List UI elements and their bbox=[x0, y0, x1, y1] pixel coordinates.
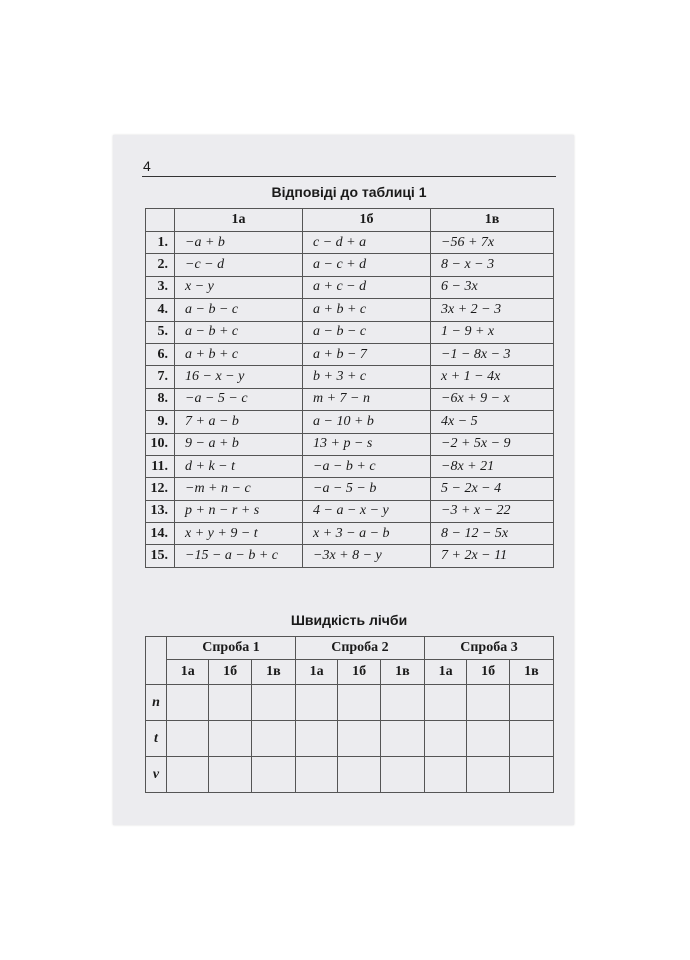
speed-empty-cell bbox=[380, 685, 424, 721]
cell-1b: a − c + d bbox=[303, 254, 431, 276]
cell-1a: 7 + a − b bbox=[175, 411, 303, 433]
table-row bbox=[146, 321, 554, 343]
cell-1v: −1 − 8x − 3 bbox=[431, 343, 554, 365]
answers-table bbox=[145, 208, 554, 568]
speed-empty-cell bbox=[424, 757, 466, 793]
cell-1a: −m + n − c bbox=[175, 478, 303, 500]
speed-variable: n bbox=[146, 685, 167, 721]
cell-1v: 8 − 12 − 5x bbox=[431, 523, 554, 545]
speed-empty-cell bbox=[251, 721, 295, 757]
speed-empty-cell bbox=[167, 721, 209, 757]
cell-1b: c − d + a bbox=[303, 232, 431, 254]
table-row bbox=[146, 232, 554, 254]
speed-subheader: 1а bbox=[167, 660, 209, 685]
speed-empty-cell bbox=[209, 685, 251, 721]
speed-empty-cell bbox=[295, 685, 337, 721]
speed-subheader: 1а bbox=[424, 660, 466, 685]
table-row bbox=[146, 523, 554, 545]
cell-1a: 16 − x − y bbox=[175, 366, 303, 388]
answers-header-num bbox=[146, 209, 175, 232]
speed-row bbox=[146, 721, 554, 757]
cell-1a: x − y bbox=[175, 276, 303, 298]
speed-subheader: 1в bbox=[509, 660, 553, 685]
table-row bbox=[146, 455, 554, 477]
speed-subheader: 1в bbox=[251, 660, 295, 685]
speed-empty-cell bbox=[209, 721, 251, 757]
cell-1b: a − b − c bbox=[303, 321, 431, 343]
cell-1v: 1 − 9 + x bbox=[431, 321, 554, 343]
row-number: 14. bbox=[146, 523, 175, 545]
cell-1a: −a − 5 − c bbox=[175, 388, 303, 410]
cell-1b: x + 3 − a − b bbox=[303, 523, 431, 545]
cell-1a: −a + b bbox=[175, 232, 303, 254]
cell-1a: −15 − a − b + c bbox=[175, 545, 303, 567]
table-row bbox=[146, 545, 554, 567]
header-rule bbox=[142, 176, 556, 177]
table-row bbox=[146, 411, 554, 433]
cell-1v: x + 1 − 4x bbox=[431, 366, 554, 388]
page-number: 4 bbox=[143, 158, 151, 174]
cell-1b: a + b − 7 bbox=[303, 343, 431, 365]
speed-attempt-3: Спроба 3 bbox=[424, 637, 553, 660]
row-number: 13. bbox=[146, 500, 175, 522]
table-row bbox=[146, 254, 554, 276]
cell-1a: −c − d bbox=[175, 254, 303, 276]
table-row bbox=[146, 478, 554, 500]
row-number: 10. bbox=[146, 433, 175, 455]
cell-1a: a + b + c bbox=[175, 343, 303, 365]
speed-empty-cell bbox=[467, 685, 509, 721]
speed-empty-cell bbox=[209, 757, 251, 793]
answers-header-1b: 1б bbox=[303, 209, 431, 232]
row-number: 5. bbox=[146, 321, 175, 343]
cell-1b: a − 10 + b bbox=[303, 411, 431, 433]
speed-empty-cell bbox=[424, 685, 466, 721]
cell-1v: 7 + 2x − 11 bbox=[431, 545, 554, 567]
cell-1v: 8 − x − 3 bbox=[431, 254, 554, 276]
speed-empty-cell bbox=[509, 685, 553, 721]
row-number: 2. bbox=[146, 254, 175, 276]
cell-1a: d + k − t bbox=[175, 455, 303, 477]
cell-1v: −6x + 9 − x bbox=[431, 388, 554, 410]
speed-empty-cell bbox=[338, 685, 380, 721]
speed-empty-cell bbox=[467, 757, 509, 793]
speed-empty-cell bbox=[167, 685, 209, 721]
speed-subheader: 1б bbox=[209, 660, 251, 685]
row-number: 15. bbox=[146, 545, 175, 567]
cell-1b: −a − 5 − b bbox=[303, 478, 431, 500]
speed-empty-cell bbox=[380, 757, 424, 793]
speed-variable: t bbox=[146, 721, 167, 757]
speed-table bbox=[145, 636, 554, 793]
row-number: 8. bbox=[146, 388, 175, 410]
cell-1a: a − b − c bbox=[175, 299, 303, 321]
speed-empty-cell bbox=[424, 721, 466, 757]
speed-attempt-2: Спроба 2 bbox=[295, 637, 424, 660]
speed-subheader: 1а bbox=[295, 660, 337, 685]
speed-empty-cell bbox=[509, 757, 553, 793]
speed-row bbox=[146, 757, 554, 793]
row-number: 3. bbox=[146, 276, 175, 298]
row-number: 4. bbox=[146, 299, 175, 321]
cell-1v: 4x − 5 bbox=[431, 411, 554, 433]
speed-empty-cell bbox=[295, 721, 337, 757]
table-row bbox=[146, 433, 554, 455]
speed-empty-cell bbox=[251, 685, 295, 721]
cell-1a: p + n − r + s bbox=[175, 500, 303, 522]
speed-empty-cell bbox=[338, 757, 380, 793]
speed-attempt-1: Спроба 1 bbox=[167, 637, 296, 660]
table-row bbox=[146, 388, 554, 410]
speed-subheader: 1б bbox=[467, 660, 509, 685]
cell-1b: m + 7 − n bbox=[303, 388, 431, 410]
answers-header-row bbox=[146, 209, 554, 232]
speed-variable: v bbox=[146, 757, 167, 793]
cell-1b: a + c − d bbox=[303, 276, 431, 298]
speed-corner-cell bbox=[146, 637, 167, 685]
table-row bbox=[146, 299, 554, 321]
cell-1v: 5 − 2x − 4 bbox=[431, 478, 554, 500]
table-row bbox=[146, 343, 554, 365]
cell-1b: a + b + c bbox=[303, 299, 431, 321]
speed-empty-cell bbox=[338, 721, 380, 757]
row-number: 1. bbox=[146, 232, 175, 254]
cell-1v: 6 − 3x bbox=[431, 276, 554, 298]
speed-empty-cell bbox=[251, 757, 295, 793]
cell-1a: x + y + 9 − t bbox=[175, 523, 303, 545]
cell-1b: b + 3 + c bbox=[303, 366, 431, 388]
row-number: 11. bbox=[146, 455, 175, 477]
cell-1b: −a − b + c bbox=[303, 455, 431, 477]
row-number: 7. bbox=[146, 366, 175, 388]
cell-1v: −8x + 21 bbox=[431, 455, 554, 477]
answers-title: Відповіді до таблиці 1 bbox=[271, 184, 427, 200]
cell-1b: 4 − a − x − y bbox=[303, 500, 431, 522]
cell-1b: −3x + 8 − y bbox=[303, 545, 431, 567]
speed-empty-cell bbox=[380, 721, 424, 757]
table-row bbox=[146, 500, 554, 522]
speed-subheader: 1б bbox=[338, 660, 380, 685]
speed-empty-cell bbox=[167, 757, 209, 793]
speed-empty-cell bbox=[295, 757, 337, 793]
answers-header-1v: 1в bbox=[431, 209, 554, 232]
cell-1v: −2 + 5x − 9 bbox=[431, 433, 554, 455]
table-row bbox=[146, 276, 554, 298]
row-number: 12. bbox=[146, 478, 175, 500]
cell-1v: −3 + x − 22 bbox=[431, 500, 554, 522]
row-number: 6. bbox=[146, 343, 175, 365]
speed-subheader-row bbox=[146, 660, 554, 685]
speed-title: Швидкість лічби bbox=[290, 612, 408, 628]
cell-1v: 3x + 2 − 3 bbox=[431, 299, 554, 321]
row-number: 9. bbox=[146, 411, 175, 433]
cell-1a: a − b + c bbox=[175, 321, 303, 343]
speed-empty-cell bbox=[467, 721, 509, 757]
speed-header-row bbox=[146, 637, 554, 660]
cell-1v: −56 + 7x bbox=[431, 232, 554, 254]
speed-row bbox=[146, 685, 554, 721]
speed-subheader: 1в bbox=[380, 660, 424, 685]
cell-1b: 13 + p − s bbox=[303, 433, 431, 455]
answers-header-1a: 1а bbox=[175, 209, 303, 232]
cell-1a: 9 − a + b bbox=[175, 433, 303, 455]
table-row bbox=[146, 366, 554, 388]
speed-empty-cell bbox=[509, 721, 553, 757]
